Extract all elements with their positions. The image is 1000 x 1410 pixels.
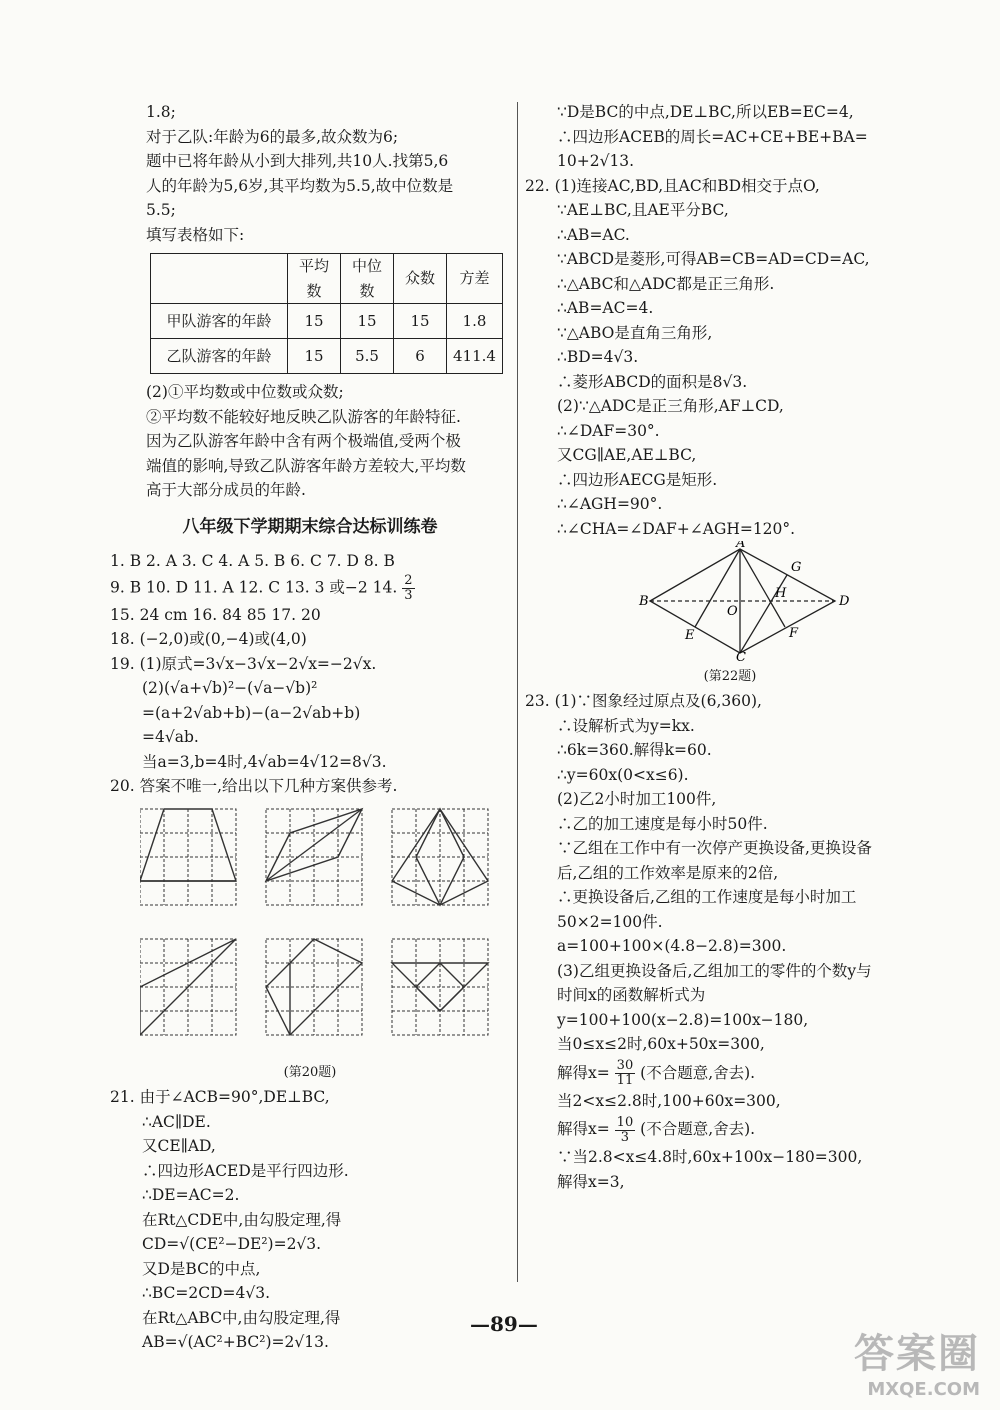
text-line: [525, 1057, 935, 1089]
text-line: 21. 由于∠ACB=90°,DE⊥BC,: [110, 1088, 330, 1106]
label-A: A: [736, 541, 746, 551]
text-line: ∴AB=AC=4.: [557, 299, 654, 317]
text-line: y=100+100(x−2.8)=100x−180,: [557, 1010, 809, 1029]
text-line: a=100+100×(4.8−2.8)=300.: [557, 937, 787, 955]
fraction: [615, 1116, 636, 1145]
table-cell: 411.4: [447, 339, 503, 374]
figure-20: [140, 805, 510, 1065]
text-line: 5.5;: [146, 201, 176, 219]
text-line: 填写表格如下:: [146, 225, 245, 244]
answer-line: 18. (−2,0)或(0,−4)或(4,0): [110, 630, 307, 648]
text-fragment: (不合题意,舍去).: [640, 1120, 756, 1138]
text-line: 又CE∥AD,: [142, 1137, 216, 1155]
text-line: 当a=3,b=4时,4√ab=4√12=8√3.: [142, 752, 387, 771]
text-line: 1.8;: [146, 103, 176, 121]
text-line: 后,乙组的工作效率是原来的2倍,: [557, 863, 779, 882]
label-E: E: [685, 628, 695, 643]
page-number: —89—: [470, 1312, 538, 1336]
answer-line: 15. 24 cm 16. 84 85 17. 20: [110, 605, 321, 624]
table-cell: 15: [341, 304, 394, 339]
text-fragment: (不合题意,舍去).: [640, 1063, 756, 1082]
column-divider: [517, 102, 518, 1282]
text-line: ∴AB=AC.: [557, 225, 630, 244]
watermark: [854, 1322, 980, 1400]
text-line: (2)①平均数或中位数或众数;: [146, 383, 344, 401]
text-line: ∴∠AGH=90°.: [557, 495, 663, 513]
table-row: [151, 304, 503, 339]
left-column: [110, 100, 510, 1355]
text-line: 在Rt△CDE中,由勾股定理,得: [142, 1210, 342, 1229]
text-line: ∴BD=4√3.: [557, 348, 639, 366]
label-O: O: [727, 604, 738, 619]
label-C: C: [736, 650, 746, 661]
text-line: 当2<x≤2.8时,100+60x=300,: [557, 1091, 781, 1110]
table-cell: 乙队游客的年龄: [151, 339, 288, 374]
fraction-numerator: 30: [616, 1058, 634, 1073]
label-B: B: [639, 594, 649, 609]
age-statistics-table: [150, 253, 503, 374]
table-cell: [151, 254, 288, 304]
table-cell: 6: [394, 339, 447, 374]
text-line: 端值的影响,导致乙队游客年龄方差较大,平均数: [146, 456, 466, 475]
text-line: (2)∵△ADC是正三角形,AF⊥CD,: [557, 397, 784, 415]
text-line: 解得x=3,: [557, 1172, 625, 1191]
table-header-cell: 平均数: [288, 254, 341, 304]
text-line: AB=√(AC²+BC²)=2√13.: [142, 1333, 329, 1351]
text-line: 时间x的函数解析式为: [557, 986, 706, 1004]
text-line: 50×2=100件.: [557, 912, 663, 931]
table-header-cell: 中位数: [341, 254, 394, 304]
grid-figure-3: [392, 809, 488, 905]
text-line: ∴DE=AC=2.: [142, 1186, 240, 1204]
section-title: 八年级下学期期末综合达标训练卷: [182, 516, 438, 537]
text-line: ②平均数不能较好地反映乙队游客的年龄特征.: [146, 407, 461, 426]
text-line: 高于大部分成员的年龄.: [146, 481, 306, 499]
text-line: ∵△ABO是直角三角形,: [557, 323, 713, 342]
fraction-numerator: 10: [616, 1114, 634, 1130]
text-line: 在Rt△ABC中,由勾股定理,得: [142, 1308, 341, 1327]
text-line: ∴设解析式为y=kx.: [557, 716, 695, 735]
text-line: 人的年龄为5,6岁,其平均数为5.5,故中位数是: [146, 176, 454, 195]
table-row: [151, 339, 503, 374]
grid-figure-5: [266, 939, 362, 1035]
answer-line: [110, 574, 510, 603]
text-line: ∵ABCD是菱形,可得AB=CB=AD=CD=AC,: [557, 250, 870, 268]
table-header-cell: 方差: [447, 254, 503, 304]
text-line: 19. (1)原式=3√x−3√x−2√x=−2√x.: [110, 654, 377, 673]
text-line: ∴∠CHA=∠DAF+∠AGH=120°.: [557, 519, 796, 538]
table-cell: 1.8: [447, 304, 503, 339]
text-line: =(a+2√ab+b)−(a−2√ab+b): [142, 703, 361, 722]
text-line: =4√ab.: [142, 728, 199, 746]
text-line: (3)乙组更换设备后,乙组加工的零件的个数y与: [557, 961, 872, 980]
table-header-row: [151, 254, 503, 304]
figure-caption: (第20题): [283, 1064, 337, 1080]
grid-figure-6: [392, 939, 488, 1035]
label-H: H: [775, 586, 787, 601]
fraction: [402, 574, 414, 603]
text-line: 题中已将年龄从小到大排列,共10人.找第5,6: [146, 152, 449, 170]
text-line: 22. (1)连接AC,BD,且AC和BD相交于点O,: [525, 176, 820, 195]
table-cell: 15: [288, 339, 341, 374]
text-line: [525, 1113, 935, 1145]
grid-figure-1: [140, 809, 236, 905]
fraction-numerator: 2: [404, 572, 413, 588]
fraction-denominator: 11: [616, 1073, 634, 1088]
text-line: 对于乙队:年龄为6的最多,故众数为6;: [146, 127, 399, 146]
text-line: ∵AE⊥BC,且AE平分BC,: [557, 201, 729, 219]
fraction: [615, 1059, 636, 1088]
fraction-denominator: 3: [404, 587, 413, 603]
label-D: D: [839, 594, 850, 609]
fraction-denominator: 3: [620, 1129, 630, 1145]
text-line: ∴∠DAF=30°.: [557, 421, 660, 440]
table-cell: 15: [394, 304, 447, 339]
text-line: (2)(√a+√b)²−(√a−√b)²: [142, 679, 318, 697]
text-line: ∵乙组在工作中有一次停产更换设备,更换设备: [557, 839, 872, 857]
right-column: [525, 100, 935, 1194]
text-line: ∴更换设备后,乙组的工作速度是每小时加工: [557, 888, 857, 906]
text-line: CD=√(CE²−DE²)=2√3.: [142, 1235, 322, 1253]
label-G: G: [791, 560, 802, 575]
text-fragment: 解得x=: [557, 1120, 610, 1138]
grid-diagrams: [140, 805, 500, 1055]
answer-text: 9. B 10. D 11. A 12. C 13. 3 或−2 14.: [110, 578, 398, 596]
text-line: 因为乙队游客年龄中含有两个极端值,受两个极: [146, 432, 461, 450]
text-line: 23. (1)∵图象经过原点及(6,360),: [525, 692, 762, 710]
text-line: 20. 答案不唯一,给出以下几种方案供参考.: [110, 777, 398, 795]
text-line: ∴BC=2CD=4√3.: [142, 1284, 271, 1302]
table-cell: 15: [288, 304, 341, 339]
figure-22: [635, 541, 935, 669]
label-F: F: [789, 626, 799, 641]
figure-caption: (第22题): [703, 668, 757, 684]
table-cell: 甲队游客的年龄: [151, 304, 288, 339]
text-line: ∴四边形AECG是矩形.: [557, 470, 718, 489]
text-line: 当0≤x≤2时,60x+50x=300,: [557, 1035, 765, 1053]
text-line: ∵当2.8<x≤4.8时,60x+100x−180=300,: [557, 1148, 863, 1166]
grid-figure-2: [266, 809, 362, 905]
watermark-url: MXQE.COM: [867, 1379, 980, 1400]
grid-figure-4: [140, 939, 236, 1035]
text-line: ∵D是BC的中点,DE⊥BC,所以EB=EC=4,: [557, 103, 854, 121]
text-line: 10+2√13.: [557, 152, 635, 170]
text-line: 又CG∥AE,AE⊥BC,: [557, 446, 697, 464]
text-fragment: 解得x=: [557, 1063, 610, 1082]
text-line: 又D是BC的中点,: [142, 1259, 261, 1278]
table-cell: 5.5: [341, 339, 394, 374]
text-line: ∴y=60x(0<x≤6).: [557, 765, 689, 784]
answer-line: 1. B 2. A 3. C 4. A 5. B 6. C 7. D 8. B: [110, 552, 395, 570]
text-line: ∴四边形ACEB的周长=AC+CE+BE+BA=: [557, 127, 868, 146]
text-line: (2)乙2小时加工100件,: [557, 790, 717, 808]
text-line: ∴6k=360.解得k=60.: [557, 741, 712, 759]
text-line: ∴AC∥DE.: [142, 1112, 211, 1131]
watermark-logo-text: 答案圈: [854, 1331, 980, 1377]
text-line: ∴△ABC和△ADC都是正三角形.: [557, 274, 775, 293]
text-line: ∴菱形ABCD的面积是8√3.: [557, 372, 748, 391]
text-line: ∴四边形ACED是平行四边形.: [142, 1161, 349, 1180]
rhombus-diagram: [635, 541, 855, 661]
table-header-cell: 众数: [394, 254, 447, 304]
text-line: ∴乙的加工速度是每小时50件.: [557, 814, 768, 833]
